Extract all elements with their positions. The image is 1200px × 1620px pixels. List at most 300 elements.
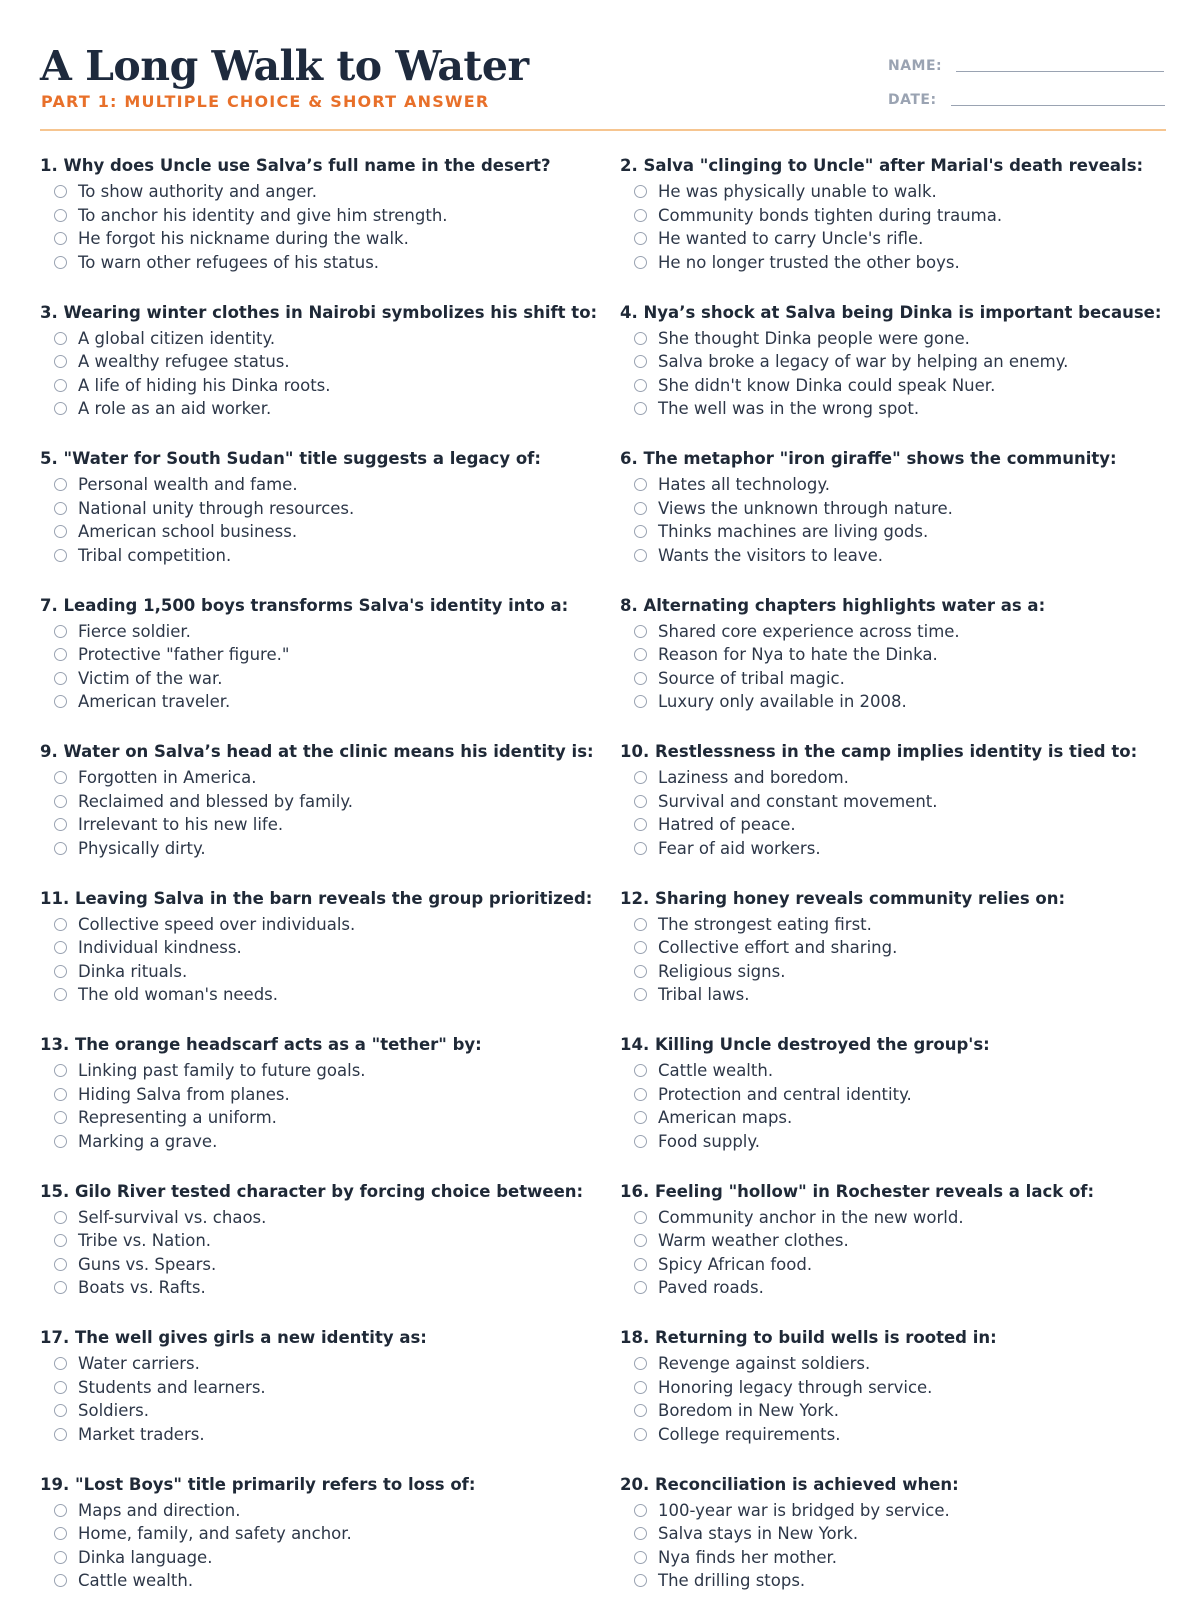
answer-options	[620, 473, 1170, 567]
radio-button-icon[interactable]	[634, 1504, 647, 1517]
answer-option-label: Tribal competition.	[78, 546, 231, 565]
answer-option[interactable]	[40, 1253, 620, 1277]
answer-option[interactable]	[40, 1206, 620, 1230]
radio-button-icon[interactable]	[54, 795, 67, 808]
answer-option[interactable]	[40, 327, 620, 351]
question-block	[620, 1327, 1170, 1474]
answer-option[interactable]	[620, 204, 1170, 228]
answer-options	[40, 1499, 620, 1593]
answer-option-label: Hatred of peace.	[658, 815, 796, 834]
answer-options	[620, 1059, 1170, 1153]
question-block	[620, 302, 1170, 449]
answer-option[interactable]	[40, 1399, 620, 1423]
question-text: 13. The orange headscarf acts as a "tether" by:	[40, 1034, 620, 1056]
answer-option-label: Thinks machines are living gods.	[658, 522, 928, 541]
radio-button-icon[interactable]	[54, 185, 67, 198]
answer-options	[40, 766, 620, 860]
answer-option[interactable]	[620, 1206, 1170, 1230]
radio-button-icon[interactable]	[54, 1574, 67, 1587]
question-text: 4. Nya’s shock at Salva being Dinka is important because:	[620, 302, 1170, 324]
answer-option-label: Spicy African food.	[658, 1255, 812, 1274]
answer-option[interactable]	[620, 520, 1170, 544]
answer-option-label: Community anchor in the new world.	[658, 1208, 964, 1227]
question-block	[40, 741, 620, 888]
answer-option-label: Collective speed over individuals.	[78, 915, 355, 934]
answer-option[interactable]	[620, 1276, 1170, 1300]
answer-option-label: Revenge against soldiers.	[658, 1354, 870, 1373]
answer-option-label: American school business.	[78, 522, 297, 541]
answer-option[interactable]	[620, 327, 1170, 351]
header-divider	[40, 129, 1166, 131]
answer-option-label: Irrelevant to his new life.	[78, 815, 283, 834]
radio-button-icon[interactable]	[54, 1111, 67, 1124]
radio-button-icon[interactable]	[634, 771, 647, 784]
answer-option[interactable]	[40, 204, 620, 228]
answer-option[interactable]	[40, 983, 620, 1007]
radio-button-icon[interactable]	[634, 209, 647, 222]
answer-option[interactable]	[40, 837, 620, 861]
question-text: 7. Leading 1,500 boys transforms Salva's identity into a:	[40, 595, 620, 617]
answer-option-label: He forgot his nickname during the walk.	[78, 229, 409, 248]
radio-button-icon[interactable]	[634, 1551, 647, 1564]
radio-button-icon[interactable]	[54, 478, 67, 491]
question-block	[40, 1327, 620, 1474]
answer-option[interactable]	[40, 1106, 620, 1130]
answer-option[interactable]	[620, 1376, 1170, 1400]
answer-options	[40, 620, 620, 714]
answer-option-label: To anchor his identity and give him strength.	[78, 206, 448, 225]
radio-button-icon[interactable]	[634, 1428, 647, 1441]
radio-button-icon[interactable]	[634, 185, 647, 198]
radio-button-icon[interactable]	[54, 1135, 67, 1148]
answer-option-label: Personal wealth and fame.	[78, 475, 298, 494]
question-text: 8. Alternating chapters highlights water as a:	[620, 595, 1170, 617]
radio-button-icon[interactable]	[634, 988, 647, 1001]
answer-option[interactable]	[620, 1352, 1170, 1376]
answer-option[interactable]	[40, 497, 620, 521]
radio-button-icon[interactable]	[634, 672, 647, 685]
answer-option-label: Source of tribal magic.	[658, 669, 845, 688]
radio-button-icon[interactable]	[54, 1211, 67, 1224]
answer-option[interactable]	[620, 936, 1170, 960]
radio-button-icon[interactable]	[634, 1574, 647, 1587]
question-text: 20. Reconciliation is achieved when:	[620, 1474, 1170, 1496]
answer-option-label: Linking past family to future goals.	[78, 1061, 366, 1080]
question-block	[40, 1474, 620, 1620]
answer-option[interactable]	[620, 227, 1170, 251]
radio-button-icon[interactable]	[634, 1088, 647, 1101]
answer-option[interactable]	[620, 374, 1170, 398]
answer-option-label: She didn't know Dinka could speak Nuer.	[658, 376, 995, 395]
answer-option-label: A role as an aid worker.	[78, 399, 271, 418]
answer-option-label: Forgotten in America.	[78, 768, 256, 787]
radio-button-icon[interactable]	[54, 1088, 67, 1101]
radio-button-icon[interactable]	[54, 672, 67, 685]
answer-option-label: Soldiers.	[78, 1401, 149, 1420]
radio-button-icon[interactable]	[54, 402, 67, 415]
question-block	[620, 1181, 1170, 1328]
question-block	[620, 888, 1170, 1035]
answer-option[interactable]	[620, 643, 1170, 667]
radio-button-icon[interactable]	[54, 525, 67, 538]
answer-options	[620, 620, 1170, 714]
answer-option[interactable]	[620, 913, 1170, 937]
answer-option-label: Salva stays in New York.	[658, 1524, 858, 1543]
question-text: 9. Water on Salva’s head at the clinic means his identity is:	[40, 741, 620, 763]
radio-button-icon[interactable]	[54, 648, 67, 661]
radio-button-icon[interactable]	[54, 379, 67, 392]
answer-option[interactable]	[40, 1130, 620, 1154]
answer-option[interactable]	[40, 227, 620, 251]
answer-option[interactable]	[40, 374, 620, 398]
radio-button-icon[interactable]	[634, 1381, 647, 1394]
answer-option[interactable]	[40, 1083, 620, 1107]
answer-option[interactable]	[620, 1130, 1170, 1154]
worksheet-title: A Long Walk to Water	[40, 40, 529, 92]
question-text: 14. Killing Uncle destroyed the group's:	[620, 1034, 1170, 1056]
answer-option[interactable]	[620, 544, 1170, 568]
answer-option[interactable]	[40, 936, 620, 960]
answer-option[interactable]	[620, 1546, 1170, 1570]
radio-button-icon[interactable]	[634, 1234, 647, 1247]
radio-button-icon[interactable]	[634, 965, 647, 978]
answer-option-label: Hates all technology.	[658, 475, 830, 494]
radio-button-icon[interactable]	[634, 232, 647, 245]
answer-option-label: Protection and central identity.	[658, 1085, 912, 1104]
answer-option[interactable]	[620, 1522, 1170, 1546]
answer-option-label: Boats vs. Rafts.	[78, 1278, 206, 1297]
answer-option-label: Shared core experience across time.	[658, 622, 960, 641]
radio-button-icon[interactable]	[634, 1135, 647, 1148]
radio-button-icon[interactable]	[634, 1064, 647, 1077]
answer-option[interactable]	[620, 837, 1170, 861]
answer-option-label: Students and learners.	[78, 1378, 266, 1397]
radio-button-icon[interactable]	[634, 502, 647, 515]
answer-option[interactable]	[620, 620, 1170, 644]
radio-button-icon[interactable]	[54, 965, 67, 978]
radio-button-icon[interactable]	[634, 842, 647, 855]
radio-button-icon[interactable]	[54, 695, 67, 708]
date-blank-line[interactable]	[951, 105, 1165, 106]
questions-grid	[40, 155, 1170, 1620]
answer-option-label: Guns vs. Spears.	[78, 1255, 216, 1274]
answer-options	[620, 180, 1170, 274]
answer-options	[620, 1352, 1170, 1446]
answer-option-label: American maps.	[658, 1108, 792, 1127]
radio-button-icon[interactable]	[634, 1258, 647, 1271]
answer-option[interactable]	[40, 913, 620, 937]
answer-option[interactable]	[620, 1399, 1170, 1423]
answer-option[interactable]	[620, 1569, 1170, 1593]
answer-option-label: Community bonds tighten during trauma.	[658, 206, 1002, 225]
answer-option-label: National unity through resources.	[78, 499, 354, 518]
answer-option[interactable]	[40, 180, 620, 204]
answer-option[interactable]	[40, 643, 620, 667]
answer-option[interactable]	[620, 350, 1170, 374]
radio-button-icon[interactable]	[54, 842, 67, 855]
answer-option[interactable]	[40, 813, 620, 837]
question-block	[620, 595, 1170, 742]
answer-option-label: Boredom in New York.	[658, 1401, 839, 1420]
answer-option-label: Warm weather clothes.	[658, 1231, 849, 1250]
radio-button-icon[interactable]	[634, 402, 647, 415]
answer-option[interactable]	[620, 1083, 1170, 1107]
answer-option[interactable]	[620, 766, 1170, 790]
answer-option[interactable]	[620, 790, 1170, 814]
question-block	[40, 1181, 620, 1328]
answer-option-label: Nya finds her mother.	[658, 1548, 837, 1567]
radio-button-icon[interactable]	[634, 525, 647, 538]
question-text: 2. Salva "clinging to Uncle" after Marial's death reveals:	[620, 155, 1170, 177]
radio-button-icon[interactable]	[54, 818, 67, 831]
answer-option[interactable]	[40, 520, 620, 544]
answer-option[interactable]	[620, 1059, 1170, 1083]
answer-option-label: A wealthy refugee status.	[78, 352, 290, 371]
radio-button-icon[interactable]	[634, 355, 647, 368]
answer-option-label: Protective "father figure."	[78, 645, 289, 664]
name-blank-line[interactable]	[956, 71, 1164, 72]
answer-option[interactable]	[620, 497, 1170, 521]
answer-option-label: Maps and direction.	[78, 1501, 241, 1520]
answer-option[interactable]	[40, 251, 620, 275]
radio-button-icon[interactable]	[634, 1527, 647, 1540]
answer-option-label: Religious signs.	[658, 962, 785, 981]
answer-option[interactable]	[620, 397, 1170, 421]
answer-options	[620, 913, 1170, 1007]
answer-option-label: The well was in the wrong spot.	[658, 399, 919, 418]
answer-option[interactable]	[40, 1569, 620, 1593]
radio-button-icon[interactable]	[54, 1357, 67, 1370]
radio-button-icon[interactable]	[54, 332, 67, 345]
radio-button-icon[interactable]	[54, 1527, 67, 1540]
answer-option[interactable]	[620, 813, 1170, 837]
radio-button-icon[interactable]	[54, 1381, 67, 1394]
answer-option-label: A life of hiding his Dinka roots.	[78, 376, 331, 395]
radio-button-icon[interactable]	[634, 648, 647, 661]
answer-option[interactable]	[620, 1106, 1170, 1130]
radio-button-icon[interactable]	[54, 625, 67, 638]
radio-button-icon[interactable]	[54, 232, 67, 245]
question-text: 1. Why does Uncle use Salva’s full name in the desert?	[40, 155, 620, 177]
answer-option[interactable]	[40, 690, 620, 714]
radio-button-icon[interactable]	[634, 1211, 647, 1224]
question-text: 12. Sharing honey reveals community relies on:	[620, 888, 1170, 910]
answer-option[interactable]	[620, 251, 1170, 275]
radio-button-icon[interactable]	[634, 332, 647, 345]
question-text: 16. Feeling "hollow" in Rochester reveals a lack of:	[620, 1181, 1170, 1203]
question-block	[40, 448, 620, 595]
answer-option[interactable]	[40, 1499, 620, 1523]
answer-option[interactable]	[40, 1546, 620, 1570]
answer-options	[620, 766, 1170, 860]
question-text: 3. Wearing winter clothes in Nairobi symbolizes his shift to:	[40, 302, 620, 324]
answer-option[interactable]	[40, 1276, 620, 1300]
radio-button-icon[interactable]	[54, 549, 67, 562]
question-block	[40, 595, 620, 742]
radio-button-icon[interactable]	[54, 502, 67, 515]
answer-option-label: Individual kindness.	[78, 938, 242, 957]
answer-option-label: The old woman's needs.	[78, 985, 278, 1004]
question-block	[620, 1034, 1170, 1181]
answer-option-label: College requirements.	[658, 1425, 840, 1444]
answer-option-label: Dinka language.	[78, 1548, 212, 1567]
radio-button-icon[interactable]	[634, 549, 647, 562]
answer-option[interactable]	[40, 667, 620, 691]
answer-option-label: Reason for Nya to hate the Dinka.	[658, 645, 938, 664]
radio-button-icon[interactable]	[54, 1551, 67, 1564]
answer-option[interactable]	[40, 1229, 620, 1253]
answer-options	[40, 473, 620, 567]
answer-option-label: Food supply.	[658, 1132, 760, 1151]
answer-option[interactable]	[40, 1522, 620, 1546]
answer-options	[40, 913, 620, 1007]
answer-options	[620, 1499, 1170, 1593]
answer-option[interactable]	[620, 1253, 1170, 1277]
answer-option-label: Representing a uniform.	[78, 1108, 277, 1127]
answer-options	[40, 327, 620, 421]
date-label: DATE:	[888, 92, 937, 108]
question-text: 19. "Lost Boys" title primarily refers to loss of:	[40, 1474, 620, 1496]
radio-button-icon[interactable]	[634, 941, 647, 954]
radio-button-icon[interactable]	[634, 1357, 647, 1370]
radio-button-icon[interactable]	[634, 478, 647, 491]
answer-option-label: American traveler.	[78, 692, 230, 711]
question-text: 17. The well gives girls a new identity as:	[40, 1327, 620, 1349]
answer-option[interactable]	[40, 1352, 620, 1376]
question-block	[40, 1034, 620, 1181]
answer-option-label: Water carriers.	[78, 1354, 200, 1373]
radio-button-icon[interactable]	[634, 256, 647, 269]
radio-button-icon[interactable]	[634, 1404, 647, 1417]
radio-button-icon[interactable]	[54, 1504, 67, 1517]
radio-button-icon[interactable]	[634, 1281, 647, 1294]
answer-option[interactable]	[620, 473, 1170, 497]
radio-button-icon[interactable]	[54, 1428, 67, 1441]
answer-option[interactable]	[40, 473, 620, 497]
answer-option-label: Fierce soldier.	[78, 622, 191, 641]
answer-option-label: He wanted to carry Uncle's rifle.	[658, 229, 923, 248]
name-field-row	[888, 58, 1164, 74]
radio-button-icon[interactable]	[634, 625, 647, 638]
question-text: 15. Gilo River tested character by forcing choice between:	[40, 1181, 620, 1203]
radio-button-icon[interactable]	[634, 795, 647, 808]
answer-option[interactable]	[40, 620, 620, 644]
answer-option[interactable]	[40, 790, 620, 814]
answer-option-label: Cattle wealth.	[658, 1061, 773, 1080]
question-block	[620, 448, 1170, 595]
radio-button-icon[interactable]	[54, 1258, 67, 1271]
answer-option-label: Reclaimed and blessed by family.	[78, 792, 353, 811]
answer-option-label: Paved roads.	[658, 1278, 764, 1297]
question-block	[40, 155, 620, 302]
radio-button-icon[interactable]	[634, 818, 647, 831]
answer-option-label: A global citizen identity.	[78, 329, 275, 348]
radio-button-icon[interactable]	[54, 1281, 67, 1294]
radio-button-icon[interactable]	[54, 988, 67, 1001]
answer-option[interactable]	[40, 766, 620, 790]
answer-option-label: Cattle wealth.	[78, 1571, 193, 1590]
answer-option-label: Physically dirty.	[78, 839, 206, 858]
answer-option[interactable]	[40, 397, 620, 421]
worksheet-subtitle: PART 1: MULTIPLE CHOICE & SHORT ANSWER	[41, 92, 489, 112]
radio-button-icon[interactable]	[54, 1234, 67, 1247]
answer-options	[620, 1206, 1170, 1300]
radio-button-icon[interactable]	[54, 209, 67, 222]
answer-option[interactable]	[620, 690, 1170, 714]
radio-button-icon[interactable]	[634, 1111, 647, 1124]
answer-option[interactable]	[620, 1499, 1170, 1523]
question-block	[620, 1474, 1170, 1620]
radio-button-icon[interactable]	[634, 379, 647, 392]
answer-option-label: The drilling stops.	[658, 1571, 805, 1590]
answer-option[interactable]	[40, 1376, 620, 1400]
answer-option[interactable]	[620, 960, 1170, 984]
answer-option[interactable]	[620, 983, 1170, 1007]
answer-options	[40, 1352, 620, 1446]
answer-option-label: Honoring legacy through service.	[658, 1378, 932, 1397]
answer-option[interactable]	[620, 180, 1170, 204]
answer-option-label: She thought Dinka people were gone.	[658, 329, 970, 348]
answer-option[interactable]	[40, 1059, 620, 1083]
question-block	[40, 302, 620, 449]
radio-button-icon[interactable]	[634, 695, 647, 708]
question-text: 11. Leaving Salva in the barn reveals the group prioritized:	[40, 888, 620, 910]
radio-button-icon[interactable]	[54, 918, 67, 931]
question-text: 5. "Water for South Sudan" title suggests a legacy of:	[40, 448, 620, 470]
question-block	[40, 888, 620, 1035]
answer-option-label: Dinka rituals.	[78, 962, 187, 981]
radio-button-icon[interactable]	[54, 256, 67, 269]
radio-button-icon[interactable]	[54, 1404, 67, 1417]
question-text: 6. The metaphor "iron giraffe" shows the community:	[620, 448, 1170, 470]
answer-option-label: To warn other refugees of his status.	[78, 253, 379, 272]
answer-options	[40, 1059, 620, 1153]
answer-option[interactable]	[40, 960, 620, 984]
answer-option[interactable]	[40, 350, 620, 374]
question-text: 10. Restlessness in the camp implies identity is tied to:	[620, 741, 1170, 763]
answer-option-label: Views the unknown through nature.	[658, 499, 953, 518]
answer-option-label: Luxury only available in 2008.	[658, 692, 907, 711]
question-block	[620, 155, 1170, 302]
answer-option[interactable]	[40, 544, 620, 568]
answer-option-label: Home, family, and safety anchor.	[78, 1524, 352, 1543]
answer-option-label: He was physically unable to walk.	[658, 182, 937, 201]
radio-button-icon[interactable]	[54, 771, 67, 784]
answer-option-label: Tribal laws.	[658, 985, 749, 1004]
answer-options	[40, 180, 620, 274]
answer-option[interactable]	[620, 667, 1170, 691]
radio-button-icon[interactable]	[54, 941, 67, 954]
radio-button-icon[interactable]	[54, 1064, 67, 1077]
answer-option[interactable]	[620, 1423, 1170, 1447]
radio-button-icon[interactable]	[634, 918, 647, 931]
answer-option-label: Survival and constant movement.	[658, 792, 938, 811]
answer-option-label: Salva broke a legacy of war by helping an enemy.	[658, 352, 1068, 371]
answer-option-label: The strongest eating first.	[658, 915, 872, 934]
answer-option-label: Tribe vs. Nation.	[78, 1231, 211, 1250]
answer-options	[620, 327, 1170, 421]
name-label: NAME:	[888, 58, 942, 74]
answer-option-label: He no longer trusted the other boys.	[658, 253, 960, 272]
radio-button-icon[interactable]	[54, 355, 67, 368]
answer-option-label: Collective effort and sharing.	[658, 938, 897, 957]
answer-option[interactable]	[620, 1229, 1170, 1253]
answer-option-label: 100-year war is bridged by service.	[658, 1501, 950, 1520]
question-text: 18. Returning to build wells is rooted in:	[620, 1327, 1170, 1349]
answer-option[interactable]	[40, 1423, 620, 1447]
date-field-row	[888, 92, 1165, 108]
answer-option-label: Marking a grave.	[78, 1132, 217, 1151]
